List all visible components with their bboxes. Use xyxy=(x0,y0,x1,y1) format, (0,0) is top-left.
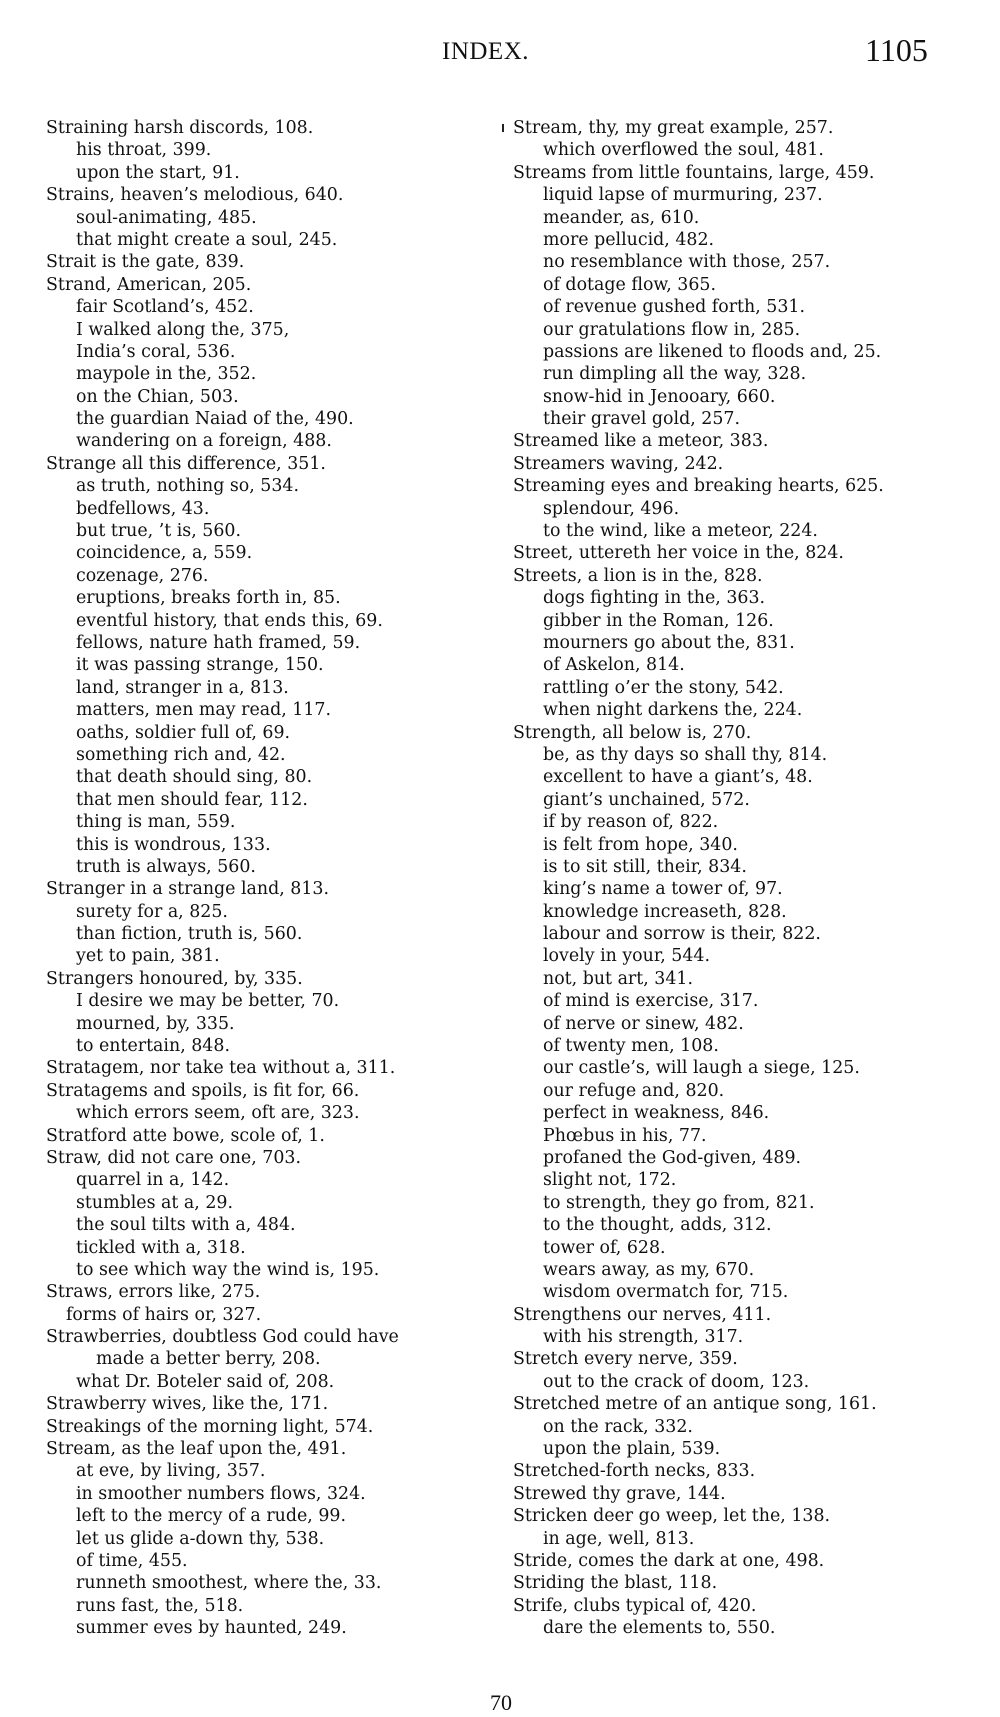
index-subentry: surety for a, 825. xyxy=(76,901,228,922)
index-subentry: of time, 455. xyxy=(76,1551,188,1571)
index-subentry: which overflowed the soul, 481. xyxy=(543,140,824,161)
index-subentry: slight not, 172. xyxy=(543,1170,677,1191)
index-entry: Stretched-forth necks, 833. xyxy=(513,1461,756,1482)
index-subentry: gibber in the Roman, 126. xyxy=(543,610,774,631)
index-entry: Strengthens our nerves, 411. xyxy=(513,1304,772,1325)
index-entry: Stranger in a strange land, 813. xyxy=(46,879,330,900)
index-subentry: but true, ’t is, 560. xyxy=(76,521,242,542)
page-number: 1105 xyxy=(865,32,928,68)
index-entry: Strait is the gate, 839. xyxy=(46,252,245,273)
index-entry: Streets, a lion is in the, 828. xyxy=(513,565,763,586)
index-subentry: left to the mercy of a rude, 99. xyxy=(76,1506,346,1527)
index-subentry: their gravel gold, 257. xyxy=(543,409,740,430)
index-subentry: when night darkens the, 224. xyxy=(543,700,803,721)
index-entry: Strange all this difference, 351. xyxy=(46,453,326,474)
index-subentry: bedfellows, 43. xyxy=(76,498,210,519)
index-subentry: is to sit still, their, 834. xyxy=(543,856,747,877)
index-entry: Streamers waving, 242. xyxy=(513,453,724,474)
index-subentry: wisdom overmatch for, 715. xyxy=(543,1282,789,1303)
index-entry: Strewed thy grave, 144. xyxy=(513,1483,726,1504)
index-subentry: run dimpling all the way, 328. xyxy=(543,364,807,385)
index-subentry: Phœbus in his, 77. xyxy=(543,1125,707,1146)
index-subentry: of nerve or sinew, 482. xyxy=(543,1013,744,1034)
index-subentry: lovely in your, 544. xyxy=(543,946,711,967)
index-subentry: fair Scotland’s, 452. xyxy=(76,297,254,318)
index-entry: Streakings of the morning light, 574. xyxy=(46,1416,374,1437)
index-subentry: something rich and, 42. xyxy=(76,744,286,765)
index-subentry: quarrel in a, 142. xyxy=(76,1170,230,1191)
index-entry: Street, uttereth her voice in the, 824. xyxy=(513,543,844,564)
index-entry: Strife, clubs typical of, 420. xyxy=(513,1595,757,1616)
index-subentry: the soul tilts with a, 484. xyxy=(76,1215,296,1236)
index-subentry: upon the plain, 539. xyxy=(543,1439,721,1460)
index-subentry: soul-animating, 485. xyxy=(76,207,257,228)
index-subentry: tickled with a, 318. xyxy=(76,1237,246,1258)
index-subentry: fellows, nature hath framed, 59. xyxy=(76,632,361,653)
index-entry: Strawberry wives, like the, 171. xyxy=(46,1394,329,1415)
index-entry: Stream, thy, my great example, 257. xyxy=(513,118,834,138)
index-subentry: king’s name a tower of, 97. xyxy=(543,879,783,900)
index-subentry: stumbles at a, 29. xyxy=(76,1192,234,1213)
index-subentry: to see which way the wind is, 195. xyxy=(76,1259,380,1280)
index-subentry: of dotage flow, 365. xyxy=(543,274,717,295)
index-subentry: forms of hairs or, 327. xyxy=(66,1304,262,1325)
index-subentry: that might create a soul, 245. xyxy=(76,229,338,250)
index-entry: Stride, comes the dark at one, 498. xyxy=(513,1551,825,1571)
index-subentry: meander, as, 610. xyxy=(543,207,700,228)
index-subentry: no resemblance with those, 257. xyxy=(543,252,831,273)
index-subentry: truth is always, 560. xyxy=(76,856,256,877)
index-entry: Straw, did not care one, 703. xyxy=(46,1147,301,1168)
index-entry: Stricken deer go weep, let the, 138. xyxy=(513,1506,831,1527)
index-entry: Stretch every nerve, 359. xyxy=(513,1349,738,1370)
index-subentry: oaths, soldier full of, 69. xyxy=(76,722,291,743)
index-subentry: our castle’s, will laugh a siege, 125. xyxy=(543,1058,860,1079)
index-subentry: runs fast, the, 518. xyxy=(76,1595,244,1616)
index-entry: Strand, American, 205. xyxy=(46,274,252,295)
index-subentry: eventful history, that ends this, 69. xyxy=(76,610,383,631)
index-subentry: it was passing strange, 150. xyxy=(76,655,324,676)
index-subentry: in age, well, 813. xyxy=(543,1528,695,1549)
index-subentry: if by reason of, 822. xyxy=(543,812,719,833)
index-subentry: of twenty men, 108. xyxy=(543,1036,719,1057)
index-entry: Stratagem, nor take tea without a, 311. xyxy=(46,1058,396,1079)
column-rule xyxy=(502,124,504,132)
index-entry: Streamed like a meteor, 383. xyxy=(513,431,769,452)
index-entry: Strains, heaven’s melodious, 640. xyxy=(46,185,344,206)
index-subentry: labour and sorrow is their, 822. xyxy=(543,924,821,945)
index-subentry: summer eves by haunted, 249. xyxy=(76,1618,347,1639)
index-subentry: cozenage, 276. xyxy=(76,565,209,586)
index-subentry: to entertain, 848. xyxy=(76,1036,230,1057)
index-subentry: more pellucid, 482. xyxy=(543,229,715,250)
index-subentry: be, as thy days so shall thy, 814. xyxy=(543,744,828,765)
index-subentry: dogs fighting in the, 363. xyxy=(543,588,766,609)
index-subentry: coincidence, a, 559. xyxy=(76,543,253,564)
index-subentry: is felt from hope, 340. xyxy=(543,834,738,855)
index-entry: Straining harsh discords, 108. xyxy=(46,118,314,138)
index-subentry: at eve, by living, 357. xyxy=(76,1461,266,1482)
index-subentry: on the Chian, 503. xyxy=(76,386,239,407)
index-entry: Streams from little fountains, large, 459. xyxy=(513,162,875,183)
index-subentry: that men should fear, 112. xyxy=(76,789,308,810)
index-subentry: runneth smoothest, where the, 33. xyxy=(76,1573,382,1594)
index-subentry: passions are likened to floods and, 25. xyxy=(543,341,882,362)
index-subentry: the guardian Naiad of the, 490. xyxy=(76,409,354,430)
index-entry: Straws, errors like, 275. xyxy=(46,1282,261,1303)
index-subentry: of revenue gushed forth, 531. xyxy=(543,297,805,318)
index-subentry: I walked along the, 375, xyxy=(76,319,290,340)
index-subentry: his throat, 399. xyxy=(76,140,212,161)
index-subentry: our refuge and, 820. xyxy=(543,1080,725,1101)
left-column xyxy=(46,117,496,1640)
index-subentry: liquid lapse of murmuring, 237. xyxy=(543,185,823,206)
index-subentry: in smoother numbers flows, 324. xyxy=(76,1483,366,1504)
index-subentry: to the thought, adds, 312. xyxy=(543,1215,772,1236)
index-subentry: this is wondrous, 133. xyxy=(76,834,271,855)
index-entry: Strawberries, doubtless God could have xyxy=(46,1327,399,1348)
index-subentry: dare the elements to, 550. xyxy=(543,1618,776,1639)
index-subentry: snow-hid in Jenooary, 660. xyxy=(543,386,776,407)
index-subentry: profaned the God-given, 489. xyxy=(543,1147,802,1168)
index-subentry: I desire we may be better, 70. xyxy=(76,991,340,1012)
index-subentry: upon the start, 91. xyxy=(76,162,240,183)
index-subentry: eruptions, breaks forth in, 85. xyxy=(76,588,341,609)
index-subentry: to strength, they go from, 821. xyxy=(543,1192,815,1213)
index-entry: Stratford atte bowe, scole of, 1. xyxy=(46,1125,325,1146)
index-subentry: let us glide a-down thy, 538. xyxy=(76,1528,325,1549)
index-subentry: splendour, 496. xyxy=(543,498,680,519)
index-subentry: perfect in weakness, 846. xyxy=(543,1103,770,1124)
index-subentry: out to the crack of doom, 123. xyxy=(543,1371,810,1392)
index-subentry: which errors seem, oft are, 323. xyxy=(76,1103,360,1124)
index-entry: Strangers honoured, by, 335. xyxy=(46,968,303,989)
index-subentry: of Askelon, 814. xyxy=(543,655,685,676)
index-subentry: land, stranger in a, 813. xyxy=(76,677,289,698)
index-subentry: on the rack, 332. xyxy=(543,1416,693,1437)
index-entry: Stratagems and spoils, is fit for, 66. xyxy=(46,1080,360,1101)
index-entry: Stretched metre of an antique song, 161. xyxy=(513,1394,877,1415)
index-subentry: matters, men may read, 117. xyxy=(76,700,332,721)
index-subentry: wandering on a foreign, 488. xyxy=(76,431,332,452)
index-subentry: our gratulations flow in, 285. xyxy=(543,319,801,340)
index-subentry: that death should sing, 80. xyxy=(76,767,313,788)
index-subentry: than fiction, truth is, 560. xyxy=(76,924,303,945)
index-subentry: mourned, by, 335. xyxy=(76,1013,235,1034)
index-subentry: yet to pain, 381. xyxy=(76,946,220,967)
signature-mark: 70 xyxy=(490,1690,512,1715)
index-subentry: of mind is exercise, 317. xyxy=(543,991,759,1012)
index-subentry: as truth, nothing so, 534. xyxy=(76,476,300,497)
index-subentry: not, but art, 341. xyxy=(543,968,694,989)
index-subentry: rattling o’er the stony, 542. xyxy=(543,677,784,698)
index-subentry: with his strength, 317. xyxy=(543,1327,744,1348)
index-subentry: maypole in the, 352. xyxy=(76,364,257,385)
index-subentry: India’s coral, 536. xyxy=(76,341,236,362)
index-subentry: mourners go about the, 831. xyxy=(543,632,795,653)
right-column xyxy=(513,117,963,1640)
index-subentry: excellent to have a giant’s, 48. xyxy=(543,767,813,788)
index-subentry: to the wind, like a meteor, 224. xyxy=(543,521,818,542)
index-entry: Streaming eyes and breaking hearts, 625. xyxy=(513,476,884,497)
index-subentry: what Dr. Boteler said of, 208. xyxy=(76,1371,335,1392)
index-entry: Strength, all below is, 270. xyxy=(513,722,752,743)
index-subentry: knowledge increaseth, 828. xyxy=(543,901,787,922)
index-subentry: thing is man, 559. xyxy=(76,812,236,833)
index-subentry: made a better berry, 208. xyxy=(96,1349,321,1370)
running-title: INDEX. xyxy=(442,38,530,65)
index-subentry: tower of, 628. xyxy=(543,1237,666,1258)
index-subentry: giant’s unchained, 572. xyxy=(543,789,750,810)
index-subentry: wears away, as my, 670. xyxy=(543,1259,755,1280)
index-entry: Striding the blast, 118. xyxy=(513,1573,718,1594)
index-entry: Stream, as the leaf upon the, 491. xyxy=(46,1439,347,1460)
